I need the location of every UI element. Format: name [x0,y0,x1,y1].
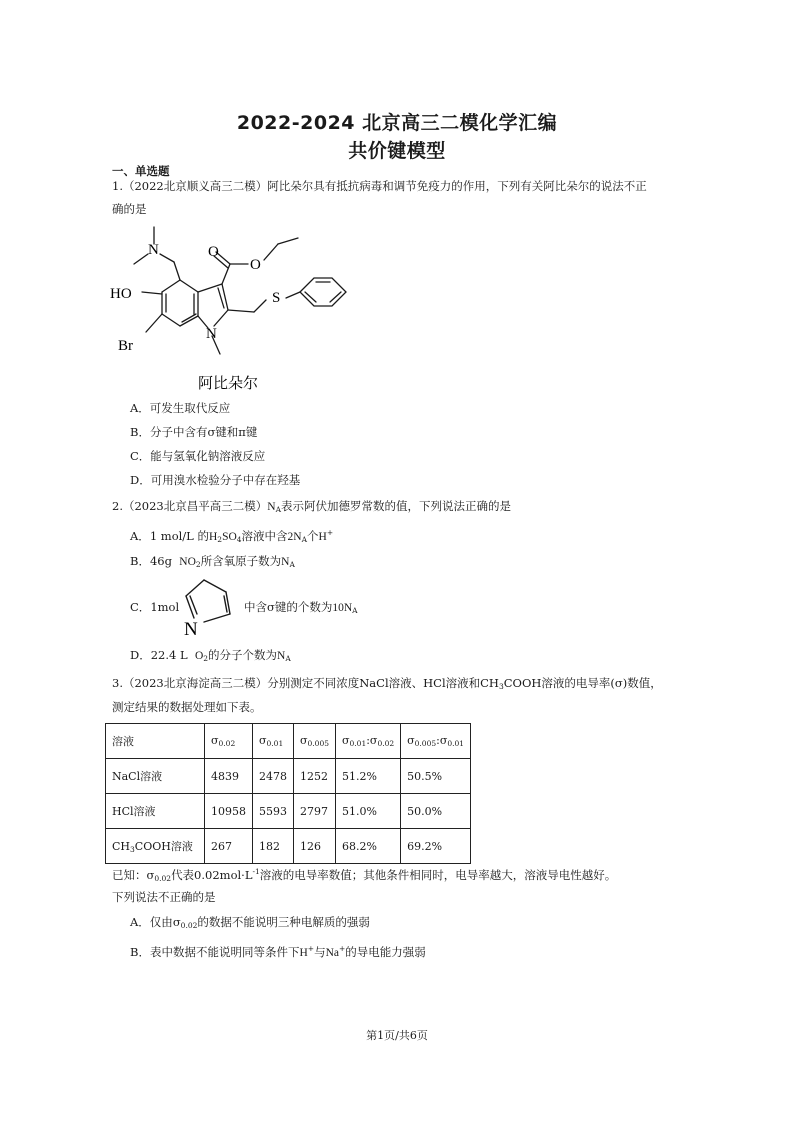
amine-n-label: N [148,242,159,258]
q2-option-c[interactable]: C．1mol [130,600,180,614]
q2-option-d[interactable]: D．22.4 L $O_2$的分子个数为$N_A$ [130,648,291,663]
table-row: $CH_3COOH$溶液 267 182 126 68.2% 69.2% [106,829,471,864]
q1-stem-line2: 确的是 [112,202,147,216]
q2-option-b[interactable]: B．46g $NO_2$所含氧原子数为$N_A$ [130,554,295,569]
q3-note: 已知：$\sigma_{0.02}$代表$0.02mol\cdot L^{-1}$溶液的电导率数值；其他条件相同时，电导率越大，溶液导电性越好。 [112,867,617,883]
q2-option-c-text: 中含σ键的个数为$10N_A$ [244,600,358,615]
page-subtitle: 共价键模型 [348,140,446,162]
carbonyl-o-label: O [208,244,219,260]
q1-option-c[interactable]: C．能与氢氧化钠溶液反应 [130,449,266,463]
header-sigma-002: $\sigma_{0.02}$ [205,724,253,759]
header-solution: 溶液 [106,724,205,759]
q3-stem-line2: 测定结果的数据处理如下表。 [112,700,262,714]
q1-stem-line1: 1.（2022北京顺义高三二模）阿比朵尔具有抵抗病毒和调节免疫力的作用，下列有关阿比朵尔的说法不正 [112,179,647,193]
arbidol-structure-diagram [108,222,368,397]
header-sigma-001: $\sigma_{0.01}$ [253,724,294,759]
q3-stem-line1: 3.（2023北京海淀高三二模）分别测定不同浓度NaCl溶液、HCl溶液和$CH_3COOH$溶液的电导率(σ)数值， [112,676,662,691]
conductivity-table [105,723,471,864]
table-header-row [106,724,471,759]
header-sigma-0005: $\sigma_{0.005}$ [294,724,336,759]
header-ratio-2: $\sigma_{0.005}:\sigma_{0.01}$ [401,724,471,759]
q3-option-a[interactable]: A．仅由$\sigma_{0.02}$的数据不能说明三种电解质的强弱 [130,915,370,930]
q2-stem: 2.（2023北京昌平高三二模）$N_A$表示阿伏加德罗常数的值，下列说法正确的是 [112,499,511,514]
q1-option-a[interactable]: A．可发生取代反应 [130,401,231,415]
q1-option-d[interactable]: D．可用溴水检验分子中存在羟基 [130,473,301,487]
table-row: HCl溶液 10958 5593 2797 51.0% 50.0% [106,794,471,829]
q2-option-a[interactable]: A．1 mol/L 的$H_2SO_4$溶液中含$2N_A$个H+ [130,528,334,544]
ring-n-label: N [184,619,198,638]
ester-o-label: O [250,257,261,273]
table-row: NaCl溶液 4839 2478 1252 51.2% 50.5% [106,759,471,794]
hydroxyl-label: HO [110,286,132,302]
page-title: 2022-2024 北京高三二模化学汇编 [236,112,558,134]
page-footer: 第1页/共6页 [366,1029,428,1042]
q3-option-b[interactable]: B．表中数据不能说明同等条件下H+与Na+的导电能力强弱 [130,944,426,959]
bromo-label: Br [118,338,133,354]
pyrroline-ring-diagram [180,576,240,638]
section-heading: 一、单选题 [112,164,170,178]
molecule-caption: 阿比朵尔 [198,374,259,392]
q1-option-b[interactable]: B．分子中含有σ键和π键 [130,425,258,439]
q3-ask: 下列说法不正确的是 [112,890,216,904]
header-ratio-1: $\sigma_{0.01}:\sigma_{0.02}$ [336,724,401,759]
indole-n-label: N [206,326,217,342]
sulfur-label: S [272,290,281,306]
